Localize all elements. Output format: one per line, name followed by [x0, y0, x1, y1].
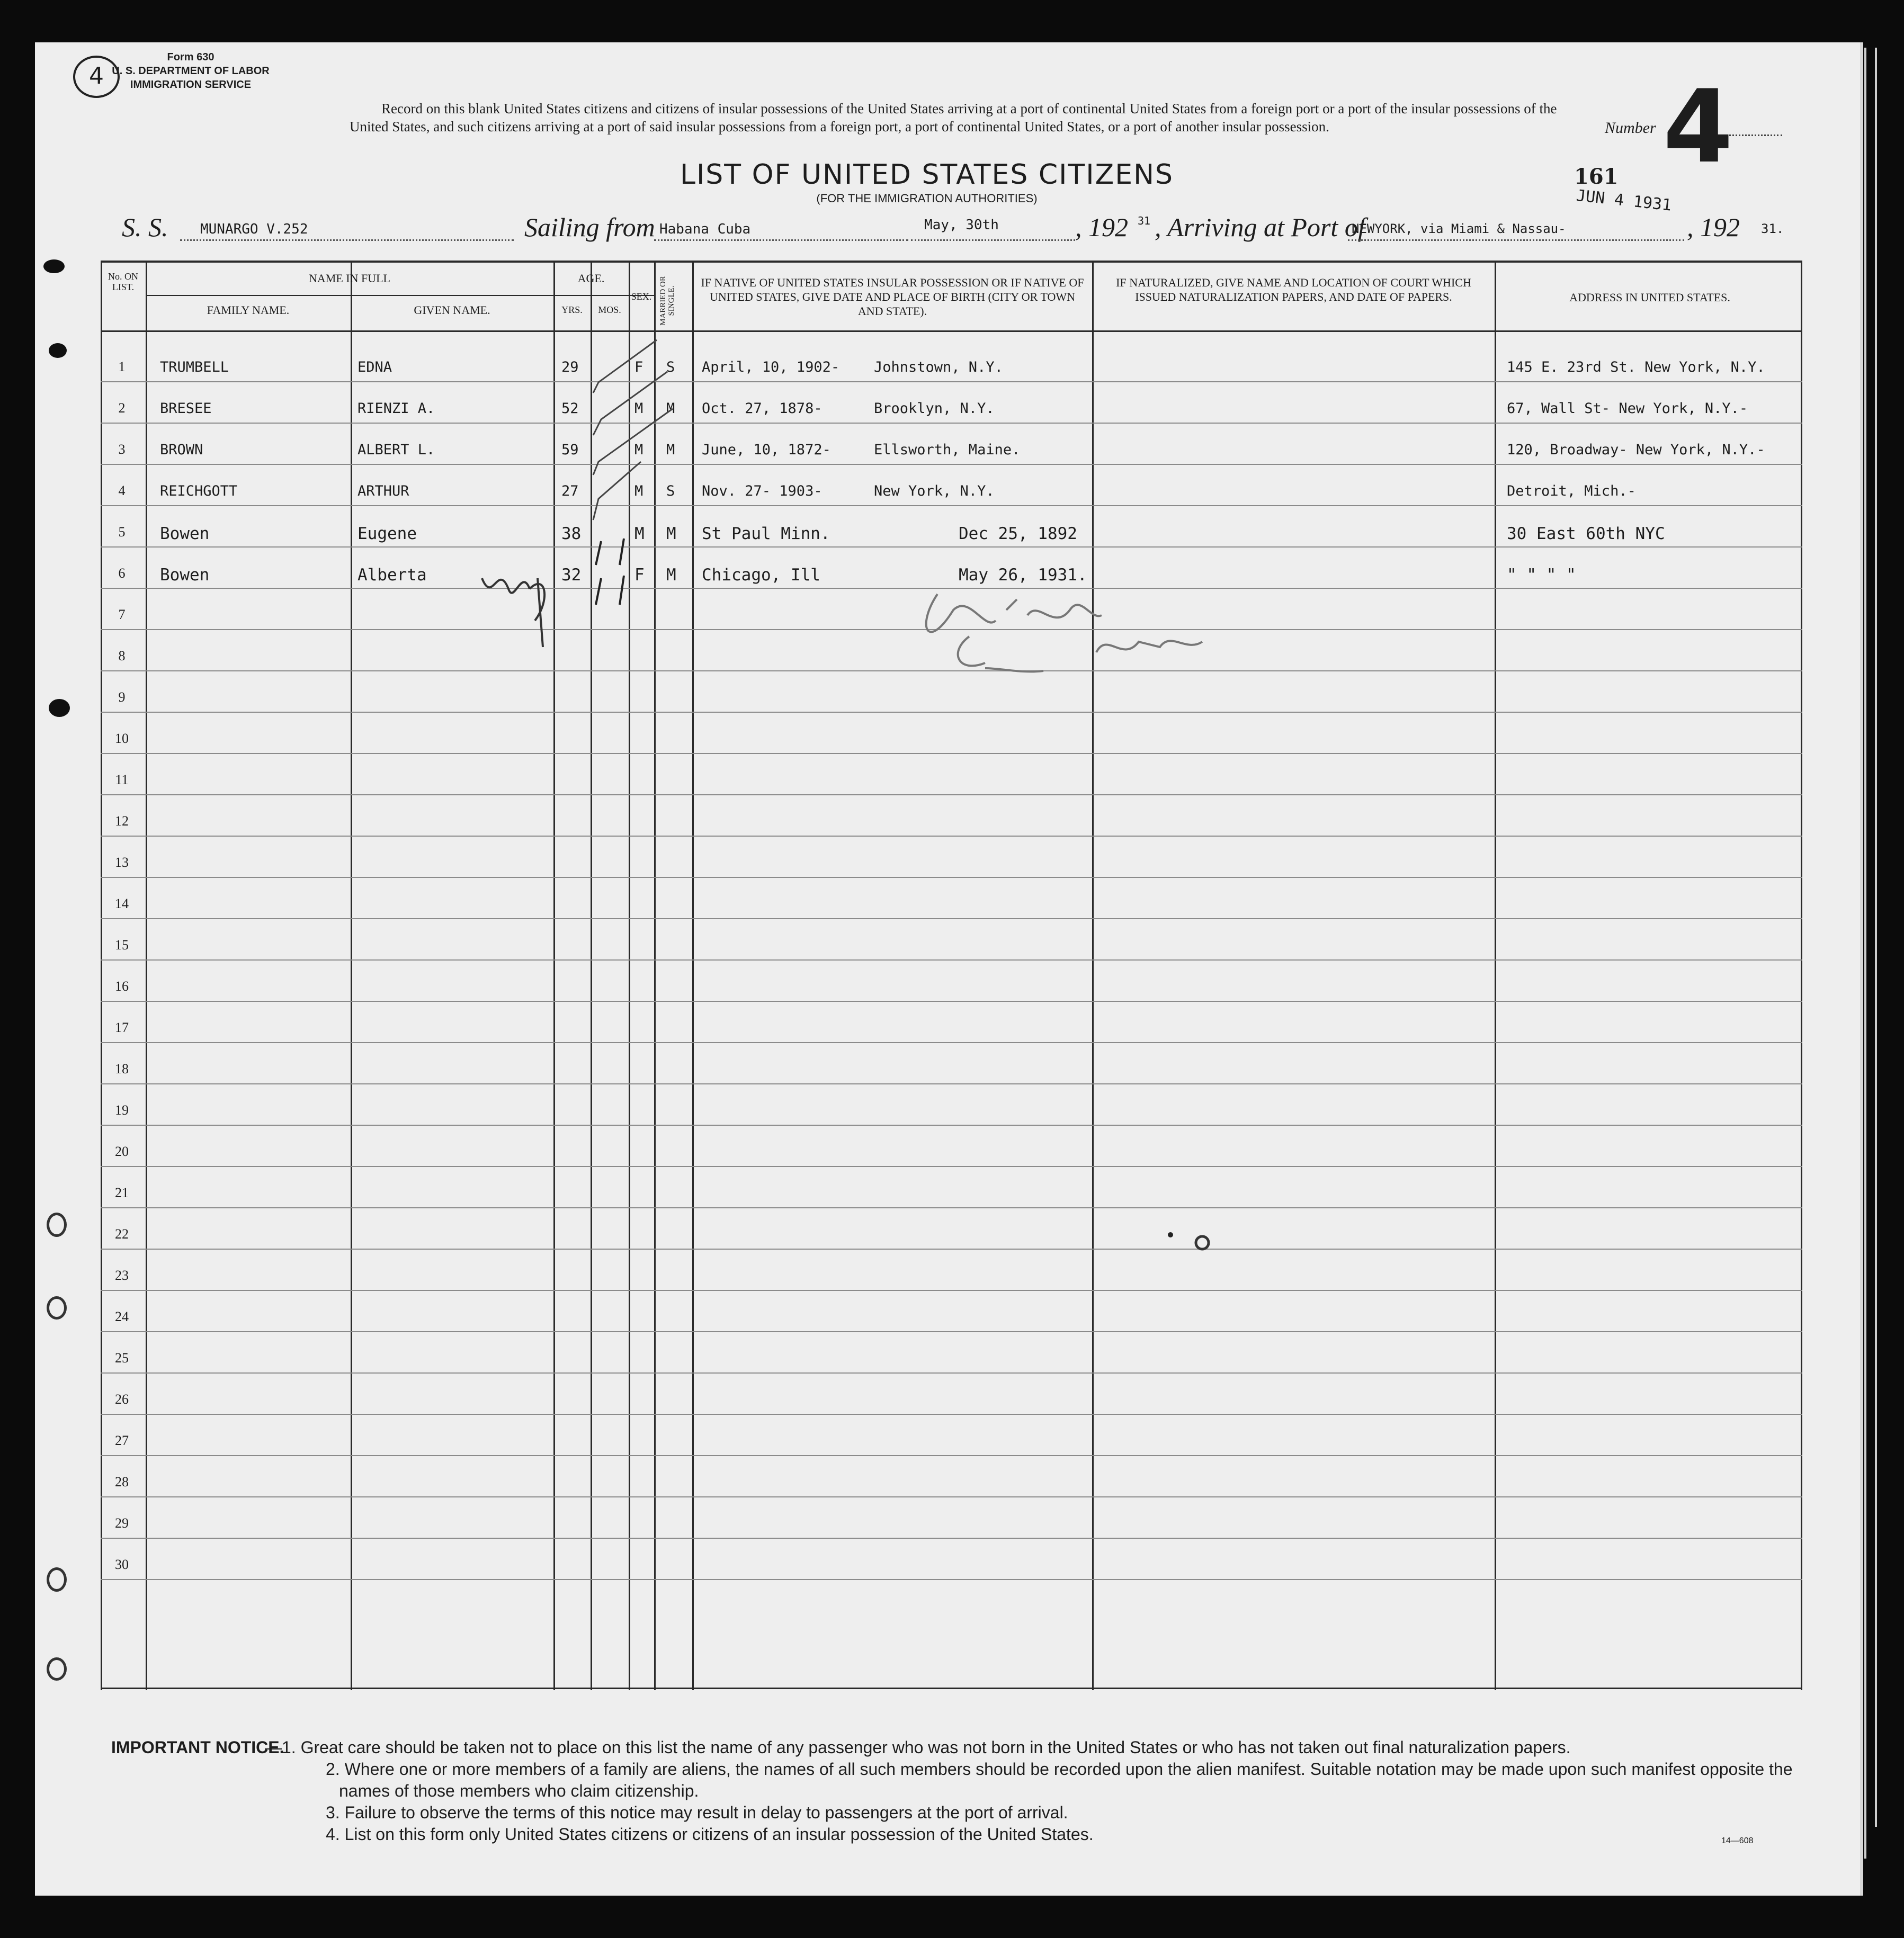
sailing-from: Habana Cuba	[659, 221, 751, 237]
year-suffix-2: 31.	[1761, 221, 1784, 236]
address-cell: Detroit, Mich.-	[1507, 483, 1636, 499]
inspector-signature	[906, 578, 1319, 684]
marital-status-cell: M	[666, 524, 676, 543]
row-number: 16	[115, 979, 129, 994]
notice-item-4: 4. List on this form only United States citizens or citizens of an insular possession of the United States.	[326, 1825, 1094, 1844]
col-border	[692, 261, 694, 1690]
date-stamp: JUN 4 1931	[1575, 186, 1673, 215]
page-edge	[1864, 48, 1866, 1859]
age-years-cell: 32	[561, 566, 582, 585]
header-yrs: YRS.	[561, 304, 583, 315]
row-rule	[101, 423, 1802, 424]
row-rule	[101, 1290, 1802, 1291]
row-number: 17	[115, 1020, 129, 1035]
year-label-2: , 192	[1687, 212, 1740, 242]
family-name-cell: BRESEE	[160, 400, 212, 417]
birth-place-cell: Dec 25, 1892	[959, 524, 1077, 543]
col-border	[351, 261, 352, 1690]
family-name-cell: BROWN	[160, 442, 203, 458]
sex-cell: M	[634, 442, 643, 458]
row-number: 2	[118, 400, 126, 416]
row-number: 15	[115, 937, 129, 953]
table-top-border	[101, 261, 1802, 263]
age-years-cell: 52	[561, 400, 579, 417]
row-rule	[101, 836, 1802, 837]
row-rule	[101, 505, 1802, 506]
family-name-cell: Bowen	[160, 524, 210, 543]
header-native-birth: IF NATIVE OF UNITED STATES INSULAR POSSESSION OR IF NATIVE OF UNITED STATES, GIVE DATE AND PLACE OF BIRTH (CITY OR TOWN AND STATE).	[701, 276, 1084, 318]
notice-heading: IMPORTANT NOTICE.	[111, 1738, 284, 1757]
age-years-cell: 27	[561, 483, 579, 499]
form-code: 14—608	[1721, 1836, 1754, 1845]
row-rule	[101, 1331, 1802, 1332]
row-rule	[101, 1166, 1802, 1167]
row-number: 28	[115, 1474, 129, 1490]
row-rule	[101, 1249, 1802, 1250]
age-years-cell: 59	[561, 442, 579, 458]
row-number: 20	[115, 1144, 129, 1159]
row-rule	[101, 1579, 1802, 1580]
row-number: 6	[118, 566, 126, 581]
row-rule	[101, 959, 1802, 961]
birth-date-cell: Nov. 27- 1903-	[702, 483, 823, 499]
marital-status-cell: M	[666, 442, 675, 458]
row-number: 24	[115, 1309, 129, 1324]
family-name-cell: Bowen	[160, 566, 210, 585]
row-number: 21	[115, 1185, 129, 1200]
header-age: AGE.	[577, 272, 605, 285]
row-rule	[101, 1538, 1802, 1539]
row-number: 30	[115, 1557, 129, 1572]
col-border	[1495, 261, 1496, 1690]
binder-hole	[47, 1213, 67, 1237]
year-label: , 192	[1075, 212, 1128, 242]
notice-item-3: 3. Failure to observe the terms of this notice may result in delay to passengers at the port of arrival.	[326, 1803, 1068, 1822]
age-years-cell: 29	[561, 359, 579, 375]
marital-status-cell: S	[666, 359, 675, 375]
binder-hole	[43, 259, 65, 273]
birth-date-cell: April, 10, 1902-	[702, 359, 840, 375]
circled-page-mark: 4	[73, 56, 120, 98]
arriving-label: , Arriving at Port of	[1155, 212, 1365, 242]
binder-hole	[49, 343, 67, 358]
row-number: 29	[115, 1515, 129, 1531]
header-family-name: FAMILY NAME.	[207, 303, 290, 317]
row-number: 7	[118, 607, 126, 622]
table-bottom-border	[101, 1688, 1802, 1689]
birth-date-cell: Oct. 27, 1878-	[702, 400, 823, 417]
age-years-cell: 38	[561, 524, 582, 543]
address-cell: 67, Wall St- New York, N.Y.-	[1507, 400, 1748, 417]
notice-item-2: 2. Where one or more members of a family are aliens, the names of all such members should be recorded upon the alien manifest. Suitable notation may be made upon such manifest opposite the names of those members who claim citizenship.	[326, 1760, 1793, 1800]
notice-item-1: —1. Great care should be taken not to place on this list the name of any passenger who was not born in the United States or who has not taken out final naturalization papers.	[265, 1738, 1571, 1757]
sex-cell: F	[634, 359, 643, 375]
service-name: IMMIGRATION SERVICE	[130, 79, 252, 91]
form-number: Form 630	[167, 51, 214, 63]
row-rule	[101, 1125, 1802, 1126]
col-border	[553, 261, 555, 1690]
given-name-cell: Eugene	[357, 524, 417, 543]
row-rule	[101, 1207, 1802, 1208]
birth-place-cell: Ellsworth, Maine.	[874, 442, 1021, 458]
binder-hole	[49, 699, 70, 717]
row-number: 22	[115, 1226, 129, 1242]
row-rule	[101, 1372, 1802, 1374]
handwritten-check-marks	[561, 329, 678, 859]
header-bottom-border	[101, 330, 1802, 332]
binder-hole	[47, 1567, 67, 1592]
ship-name: MUNARGO V.252	[200, 221, 308, 237]
row-number: 13	[115, 855, 129, 870]
birth-place-cell: New York, N.Y.	[874, 483, 995, 499]
row-rule	[101, 794, 1802, 795]
row-rule	[101, 877, 1802, 878]
header-married-single: MARRIED OR SINGLE.	[659, 276, 676, 326]
sex-cell: F	[634, 566, 645, 585]
marital-status-cell: S	[666, 483, 675, 499]
row-rule	[101, 1042, 1802, 1043]
given-name-cell: EDNA	[357, 359, 392, 375]
header-name-in-full: NAME IN FULL	[309, 272, 390, 285]
row-rule	[101, 1083, 1802, 1084]
row-rule	[101, 464, 1802, 465]
birth-date-cell: St Paul Minn.	[702, 524, 830, 543]
ship-field-line	[180, 239, 514, 241]
row-rule	[101, 1496, 1802, 1497]
passenger-table	[101, 261, 1802, 1690]
page-title: LIST OF UNITED STATES CITIZENS	[680, 159, 1174, 191]
col-border	[146, 261, 147, 1690]
address-cell: 120, Broadway- New York, N.Y.-	[1507, 442, 1765, 458]
header-mos: MOS.	[598, 304, 621, 315]
sex-cell: M	[634, 400, 643, 417]
sex-cell: M	[634, 524, 645, 543]
given-name-cell: Alberta	[357, 566, 427, 585]
given-name-cell: ARTHUR	[357, 483, 409, 499]
family-name-cell: REICHGOTT	[160, 483, 238, 499]
row-number: 3	[118, 442, 126, 457]
address-cell: " " " "	[1507, 566, 1576, 585]
address-cell: 30 East 60th NYC	[1507, 524, 1665, 543]
row-number: 18	[115, 1061, 129, 1076]
department-name: U. S. DEPARTMENT OF LABOR	[112, 65, 270, 77]
marital-status-cell: M	[666, 566, 676, 585]
row-number: 11	[115, 772, 129, 787]
sailing-label: Sailing from	[524, 212, 655, 242]
row-number: 10	[115, 731, 129, 746]
row-rule	[101, 918, 1802, 919]
col-border	[1092, 261, 1094, 1690]
number-value: 4	[1663, 68, 1733, 185]
marital-status-cell: M	[666, 400, 675, 417]
row-number: 9	[118, 689, 126, 705]
sailing-date: May, 30th	[924, 217, 999, 233]
header-address: ADDRESS IN UNITED STATES.	[1569, 291, 1730, 304]
birth-date-cell: June, 10, 1872-	[702, 442, 831, 458]
row-rule	[101, 1455, 1802, 1456]
header-naturalized: IF NATURALIZED, GIVE NAME AND LOCATION OF COURT WHICH ISSUED NATURALIZATION PAPERS, AND DATE OF PAPERS.	[1116, 276, 1471, 303]
page-subtitle: (FOR THE IMMIGRATION AUTHORITIES)	[816, 192, 1038, 205]
row-rule	[101, 753, 1802, 754]
date-field-line	[911, 239, 1075, 241]
handwritten-annotation	[471, 557, 567, 652]
page-edge	[1875, 48, 1877, 1827]
form-instructions: Record on this blank United States citizens and citizens of insular possessions of the United States arriving at a port of continental United States from a foreign port or a port of the insular possessions of the United States, and such citizens arriving at a port of said insular possessions from a foreign port, a port of continental United States, or a port of another insular possession.	[350, 101, 1557, 134]
birth-place-cell: Brooklyn, N.Y.	[874, 400, 995, 417]
row-number: 4	[118, 483, 126, 498]
number-label: Number	[1605, 119, 1656, 137]
form-identifier	[79, 50, 302, 92]
port-field-line	[1348, 239, 1684, 241]
row-number: 25	[115, 1350, 129, 1366]
ink-blot	[1160, 1214, 1266, 1267]
family-name-cell: TRUMBELL	[160, 359, 229, 375]
row-number: 12	[115, 813, 129, 829]
given-name-cell: ALBERT L.	[357, 442, 435, 458]
birth-place-cell: May 26, 1931.	[959, 566, 1087, 585]
sex-cell: M	[634, 483, 643, 499]
row-number: 27	[115, 1433, 129, 1448]
row-number: 19	[115, 1102, 129, 1118]
name-header-divider	[146, 295, 654, 296]
row-number: 14	[115, 896, 129, 911]
header-sex: SEX.	[631, 291, 652, 302]
row-rule	[101, 546, 1802, 548]
given-name-cell: RIENZI A.	[357, 400, 435, 417]
row-rule	[101, 1414, 1802, 1415]
arrival-port: NEWYORK, via Miami & Nassau-	[1352, 221, 1566, 236]
list-number-stamp: 161	[1574, 164, 1619, 189]
binder-hole	[47, 1657, 67, 1681]
row-number: 23	[115, 1268, 129, 1283]
address-cell: 145 E. 23rd St. New York, N.Y.	[1507, 359, 1765, 375]
from-field-line	[654, 239, 908, 241]
header-no-on-list: No. ON LIST.	[108, 271, 138, 292]
binder-hole	[47, 1296, 67, 1320]
year-suffix: 31	[1138, 214, 1151, 227]
row-number: 8	[118, 648, 126, 663]
col-border	[1801, 261, 1802, 1690]
ss-label: S. S.	[122, 212, 168, 242]
row-number: 26	[115, 1392, 129, 1407]
row-rule	[101, 381, 1802, 382]
row-rule	[101, 1001, 1802, 1002]
row-number: 5	[118, 524, 126, 540]
row-rule	[101, 712, 1802, 713]
birth-date-cell: Chicago, Ill	[702, 566, 820, 585]
header-given-name: GIVEN NAME.	[414, 303, 490, 317]
birth-place-cell: Johnstown, N.Y.	[874, 359, 1003, 375]
row-number: 1	[118, 359, 126, 374]
